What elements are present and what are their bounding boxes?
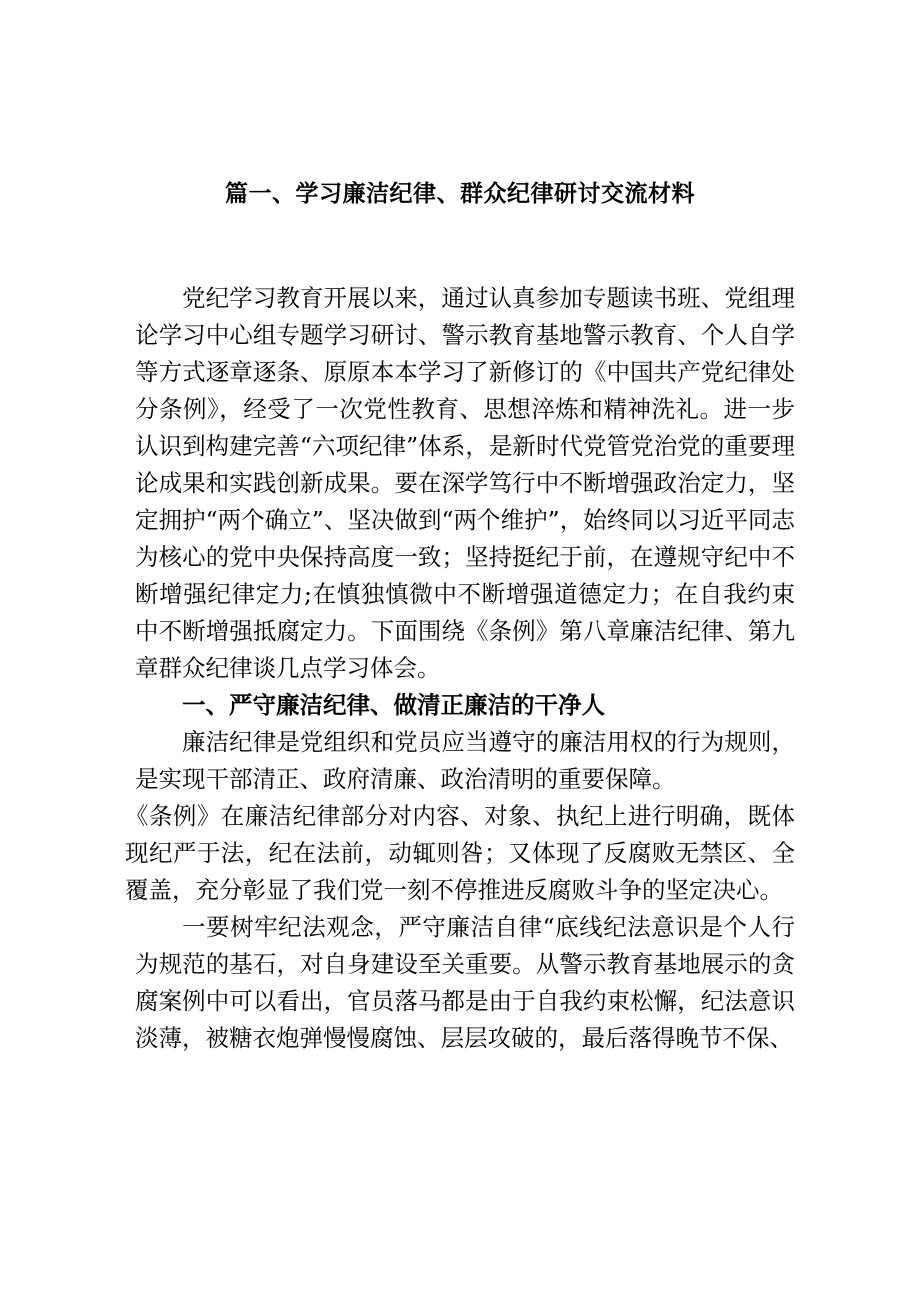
- intro-paragraph: 党纪学习教育开展以来，通过认真参加专题读书班、党组理论学习中心组专题学习研讨、警示教育基地警示教育、个人自学等方式逐章逐条、原原本本学习了新修订的《中国共产党纪律处分条例》，经受了一次党性教育、思想淬炼和精神洗礼。进一步认识到构建完善“六项纪律”体系，是新时代党管党治党的重要理论成果和实践创新成果。要在深学笃行中不断增强政治定力，坚定拥护“两个确立”、坚决做到“两个维护”，始终同以习近平同志为核心的党中央保持高度一致；坚持挺纪于前，在遵规守纪中不断增强纪律定力;在慎独慎微中不断增强道德定力；在自我约束中不断增强抵腐定力。下面围绕《条例》第八章廉洁纪律、第九章群众纪律谈几点学习体会。: [135, 284, 795, 682]
- document-body: [125, 280, 795, 1057]
- section1-paragraph-2: 《条例》在廉洁纪律部分对内容、对象、执纪上进行明确，既体现纪严于法，纪在法前，动辄则咎；又体现了反腐败无禁区、全覆盖，充分彰显了我们党一刻不停推进反腐败斗争的坚定决心。: [125, 802, 795, 904]
- document-title: 篇一、学习廉洁纪律、群众纪律研讨交流材料: [225, 180, 695, 207]
- section1-paragraph-1: 廉洁纪律是党组织和党员应当遵守的廉洁用权的行为规则，是实现干部清正、政府清廉、政治清明的重要保障。: [135, 728, 795, 793]
- section1-paragraph-3: 一要树牢纪法观念，严守廉洁自律“底线纪法意识是个人行为规范的基石，对自身建设至关重要。从警示教育基地展示的贪腐案例中可以看出，官员落马都是由于自我约束松懈，纪法意识淡薄，被糖衣炮弹慢慢腐蚀、层层攻破的，最后落得晚节不保、: [135, 913, 795, 1052]
- section-heading-1: 一、严守廉洁纪律、做清正廉洁的干净人: [182, 691, 605, 719]
